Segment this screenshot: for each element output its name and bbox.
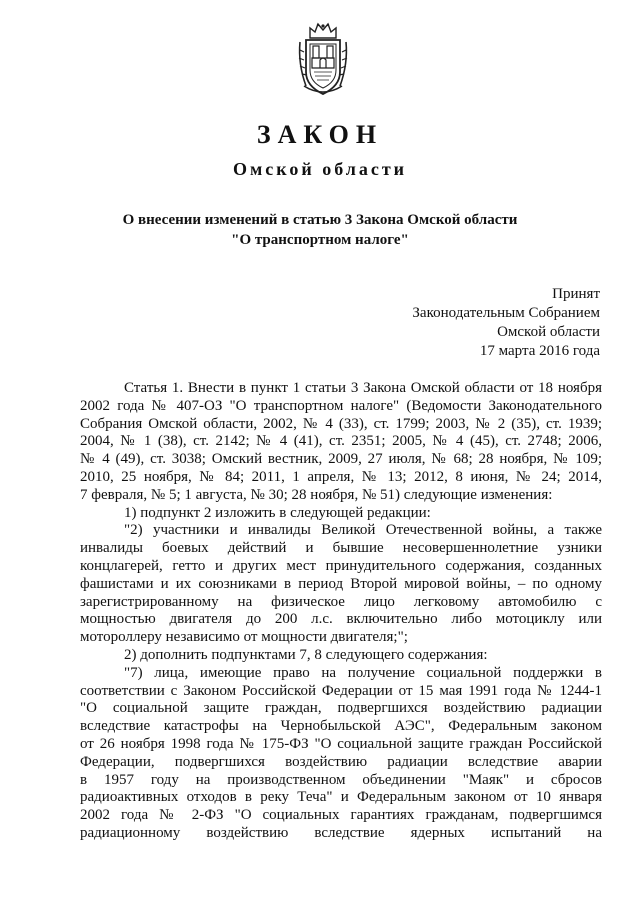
body-text-line: 2) дополнить подпунктами 7, 8 следующего содержания: (124, 646, 488, 663)
body-text-line: в 1957 году на производственном объединении "Маяк" и сбросов (80, 771, 602, 788)
body-text-line: 2004, № 1 (38), ст. 2142; № 4 (41), ст. 2351; 2005, № 4 (45), ст. 2748; 2006, (80, 433, 602, 450)
body-text-line: № 4 (49), ст. 3038; Омский вестник, 2009, 27 июля, № 68; 28 ноября, № 109; (80, 451, 602, 468)
adoption-date: 17 марта 2016 года (479, 343, 600, 359)
body-text-line: зарегистрированному на физическое лицо легковому автомобилю с (80, 593, 602, 610)
body-text-line: инвалиды боевых действий и бывшие несовершеннолетние узники (80, 540, 602, 557)
law-heading (0, 210, 640, 250)
body-text-line: "О социальной защите граждан, подвергшихся воздействию радиации (80, 700, 602, 717)
adoption-line: Омской области (497, 324, 600, 340)
body-text-line: Собрания Омской области, 2002, № 4 (33), ст. 1799; 2003, № 2 (35), ст. 1939; (80, 415, 602, 432)
heading-line: О внесении изменений в статью 3 Закона Омской области (122, 212, 518, 228)
document-subtitle: Омской области (232, 159, 408, 179)
body-text-line: радиационному воздействию вследствие ядерных испытаний на (80, 824, 602, 841)
law-body-text (80, 380, 602, 843)
adoption-block (412, 285, 600, 361)
body-text-line: 2002 года № 2-ФЗ "О социальных гарантиях гражданам, подвергшимся (80, 807, 602, 824)
omsk-coat-of-arms-emblem (296, 20, 350, 98)
body-text-line: мощностью двигателя до 200 л.с. включительно либо мотоциклу или (80, 611, 602, 628)
body-text-line: соответствии с Законом Российской Федерации от 15 мая 1991 года № 1244-1 (80, 682, 602, 699)
adoption-line: Законодательным Собранием (412, 305, 600, 321)
body-text-line: фашистами и их союзниками в период Второй мировой войны, – по одному (80, 575, 602, 592)
adoption-line: Принят (552, 286, 600, 302)
heading-line: "О транспортном налоге" (231, 232, 409, 248)
document-title: ЗАКОН (256, 120, 384, 149)
body-text-line: Федерации, подвергшихся воздействию радиации вследствие аварии (80, 753, 602, 770)
body-text-line: от 26 ноября 1998 года № 175-ФЗ "О социальной защите граждан Российской (80, 735, 602, 752)
body-text-line: 7 февраля, № 5; 1 августа, № 30; 28 ноября, № 51) следующие изменения: (80, 486, 553, 503)
body-text-line: 1) подпункт 2 изложить в следующей редакции: (124, 504, 431, 521)
body-text-line: "7) лица, имеющие право на получение социальной поддержки в (124, 664, 602, 681)
body-text-line: 2002 года № 407-ОЗ "О транспортном налоге" (Ведомости Законодательного (80, 397, 602, 414)
body-text-line: мотороллеру независимо от мощности двигателя;"; (80, 629, 408, 646)
body-text-line: вследствие катастрофы на Чернобыльской АЭС", Федеральным законом (80, 718, 602, 735)
body-text-line: радиоактивных отходов в реку Теча" и Федеральным законом от 10 января (80, 789, 602, 806)
body-text-line: Статья 1. Внести в пункт 1 статьи 3 Закона Омской области от 18 ноября (124, 380, 602, 396)
body-text-line: 2010, 25 ноября, № 84; 2011, 1 апреля, № 13; 2012, 8 июня, № 24; 2014, (80, 468, 602, 485)
body-text-line: концлагерей, гетто и других мест принудительного содержания, созданных (80, 557, 602, 574)
body-text-line: "2) участники и инвалиды Великой Отечественной войны, а также (124, 522, 602, 539)
